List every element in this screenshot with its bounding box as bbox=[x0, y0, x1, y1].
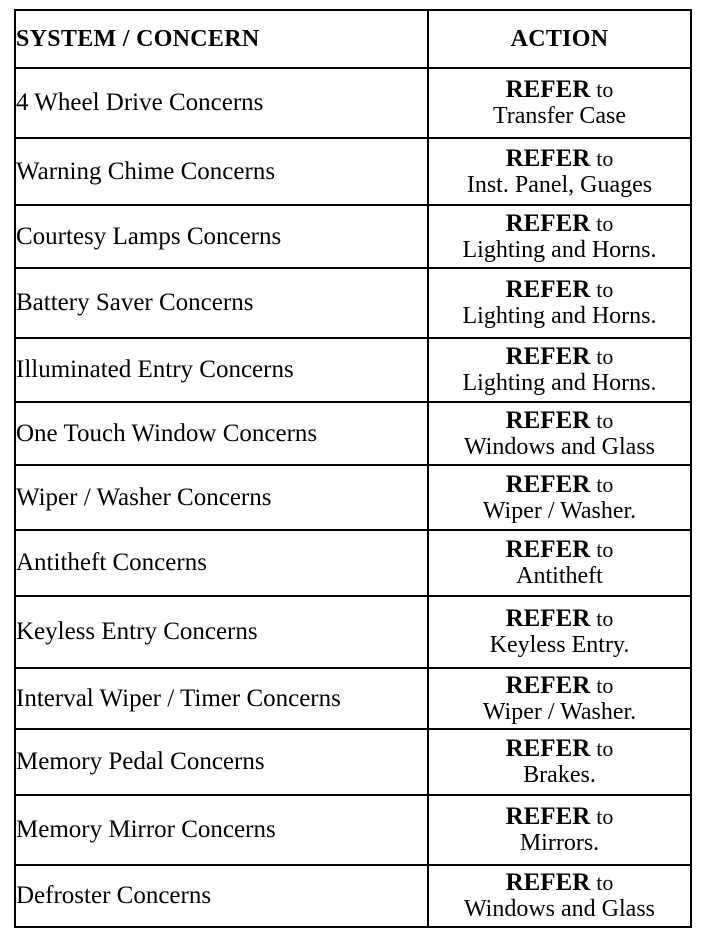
action-cell bbox=[428, 795, 691, 865]
refer-label: REFER bbox=[505, 144, 591, 172]
refer-label: REFER bbox=[505, 276, 591, 303]
system-concern-cell: Battery Saver Concerns bbox=[15, 268, 428, 338]
refer-to-label: to bbox=[596, 736, 614, 761]
refer-line bbox=[429, 408, 690, 434]
concern-action-table bbox=[14, 9, 692, 928]
refer-label: REFER bbox=[505, 803, 591, 830]
refer-label: REFER bbox=[505, 536, 591, 563]
system-concern-cell: Illuminated Entry Concerns bbox=[15, 338, 428, 402]
refer-line bbox=[429, 344, 690, 370]
system-concern-cell: Courtesy Lamps Concerns bbox=[15, 205, 428, 268]
refer-target: Windows and Glass bbox=[463, 896, 655, 922]
system-concern-cell: Defroster Concerns bbox=[15, 865, 428, 927]
refer-target: Windows and Glass bbox=[463, 433, 655, 460]
table-row bbox=[15, 268, 691, 338]
header-system-concern: SYSTEM / CONCERN bbox=[15, 10, 428, 68]
refer-to-label: to bbox=[596, 277, 614, 302]
table-row bbox=[15, 729, 691, 795]
table-row bbox=[15, 465, 691, 530]
header-action: ACTION bbox=[428, 10, 691, 68]
refer-target: Antitheft bbox=[516, 563, 603, 589]
refer-label: REFER bbox=[505, 406, 591, 434]
table-body bbox=[15, 68, 691, 927]
refer-to-label: to bbox=[596, 344, 614, 369]
system-concern-cell: Keyless Entry Concerns bbox=[15, 596, 428, 668]
refer-line bbox=[429, 673, 690, 699]
table-row bbox=[15, 68, 691, 138]
action-cell bbox=[428, 205, 691, 268]
refer-to-label: to bbox=[596, 77, 614, 102]
refer-to-label: to bbox=[596, 804, 614, 829]
refer-label: REFER bbox=[505, 76, 591, 103]
refer-target: Mirrors. bbox=[519, 830, 600, 856]
refer-to-label: to bbox=[596, 407, 614, 433]
refer-label: REFER bbox=[505, 671, 591, 699]
refer-to-label: to bbox=[596, 471, 614, 497]
table-row bbox=[15, 530, 691, 596]
table-header-row bbox=[15, 10, 691, 68]
refer-to-label: to bbox=[596, 606, 614, 631]
system-concern-cell: Antitheft Concerns bbox=[15, 530, 428, 596]
table-row bbox=[15, 338, 691, 402]
system-concern-cell: Memory Mirror Concerns bbox=[15, 795, 428, 865]
table-row bbox=[15, 865, 691, 927]
refer-line bbox=[429, 277, 690, 303]
refer-to-label: to bbox=[596, 672, 614, 698]
refer-target: Lighting and Horns. bbox=[462, 236, 657, 263]
refer-target: Wiper / Washer. bbox=[482, 698, 637, 725]
refer-line bbox=[429, 736, 690, 762]
refer-target: Lighting and Horns. bbox=[462, 303, 657, 329]
system-concern-cell: Wiper / Washer Concerns bbox=[15, 465, 428, 530]
table-row bbox=[15, 795, 691, 865]
refer-label: REFER bbox=[505, 735, 591, 762]
refer-line bbox=[429, 606, 690, 632]
refer-to-label: to bbox=[596, 210, 614, 236]
system-concern-cell: Warning Chime Concerns bbox=[15, 138, 428, 205]
refer-line bbox=[429, 804, 690, 830]
refer-line bbox=[429, 537, 690, 563]
refer-line bbox=[429, 77, 690, 103]
refer-line bbox=[429, 870, 690, 896]
table-row bbox=[15, 668, 691, 729]
refer-line bbox=[429, 211, 690, 237]
action-cell bbox=[428, 668, 691, 729]
refer-target: Transfer Case bbox=[492, 103, 627, 129]
table-row bbox=[15, 596, 691, 668]
system-concern-cell: 4 Wheel Drive Concerns bbox=[15, 68, 428, 138]
action-cell bbox=[428, 402, 691, 465]
table-row bbox=[15, 138, 691, 205]
system-concern-cell: One Touch Window Concerns bbox=[15, 402, 428, 465]
table-row bbox=[15, 205, 691, 268]
refer-target: Inst. Panel, Guages bbox=[466, 171, 653, 198]
refer-label: REFER bbox=[505, 470, 591, 498]
refer-target: Wiper / Washer. bbox=[482, 497, 637, 524]
action-cell bbox=[428, 530, 691, 596]
action-cell bbox=[428, 138, 691, 205]
refer-label: REFER bbox=[505, 605, 591, 632]
table-row bbox=[15, 402, 691, 465]
refer-target: Lighting and Horns. bbox=[462, 370, 657, 396]
refer-label: REFER bbox=[505, 343, 591, 370]
action-cell bbox=[428, 465, 691, 530]
action-cell bbox=[428, 68, 691, 138]
system-concern-cell: Interval Wiper / Timer Concerns bbox=[15, 668, 428, 729]
action-cell bbox=[428, 338, 691, 402]
refer-target: Brakes. bbox=[523, 762, 596, 788]
refer-to-label: to bbox=[596, 870, 614, 895]
action-cell bbox=[428, 729, 691, 795]
refer-to-label: to bbox=[596, 145, 614, 171]
refer-label: REFER bbox=[505, 209, 591, 237]
action-cell bbox=[428, 596, 691, 668]
refer-label: REFER bbox=[505, 869, 591, 896]
action-cell bbox=[428, 268, 691, 338]
refer-line bbox=[429, 472, 690, 498]
system-concern-cell: Memory Pedal Concerns bbox=[15, 729, 428, 795]
refer-target: Keyless Entry. bbox=[489, 632, 630, 658]
refer-line bbox=[429, 146, 690, 172]
action-cell bbox=[428, 865, 691, 927]
refer-to-label: to bbox=[596, 537, 614, 562]
